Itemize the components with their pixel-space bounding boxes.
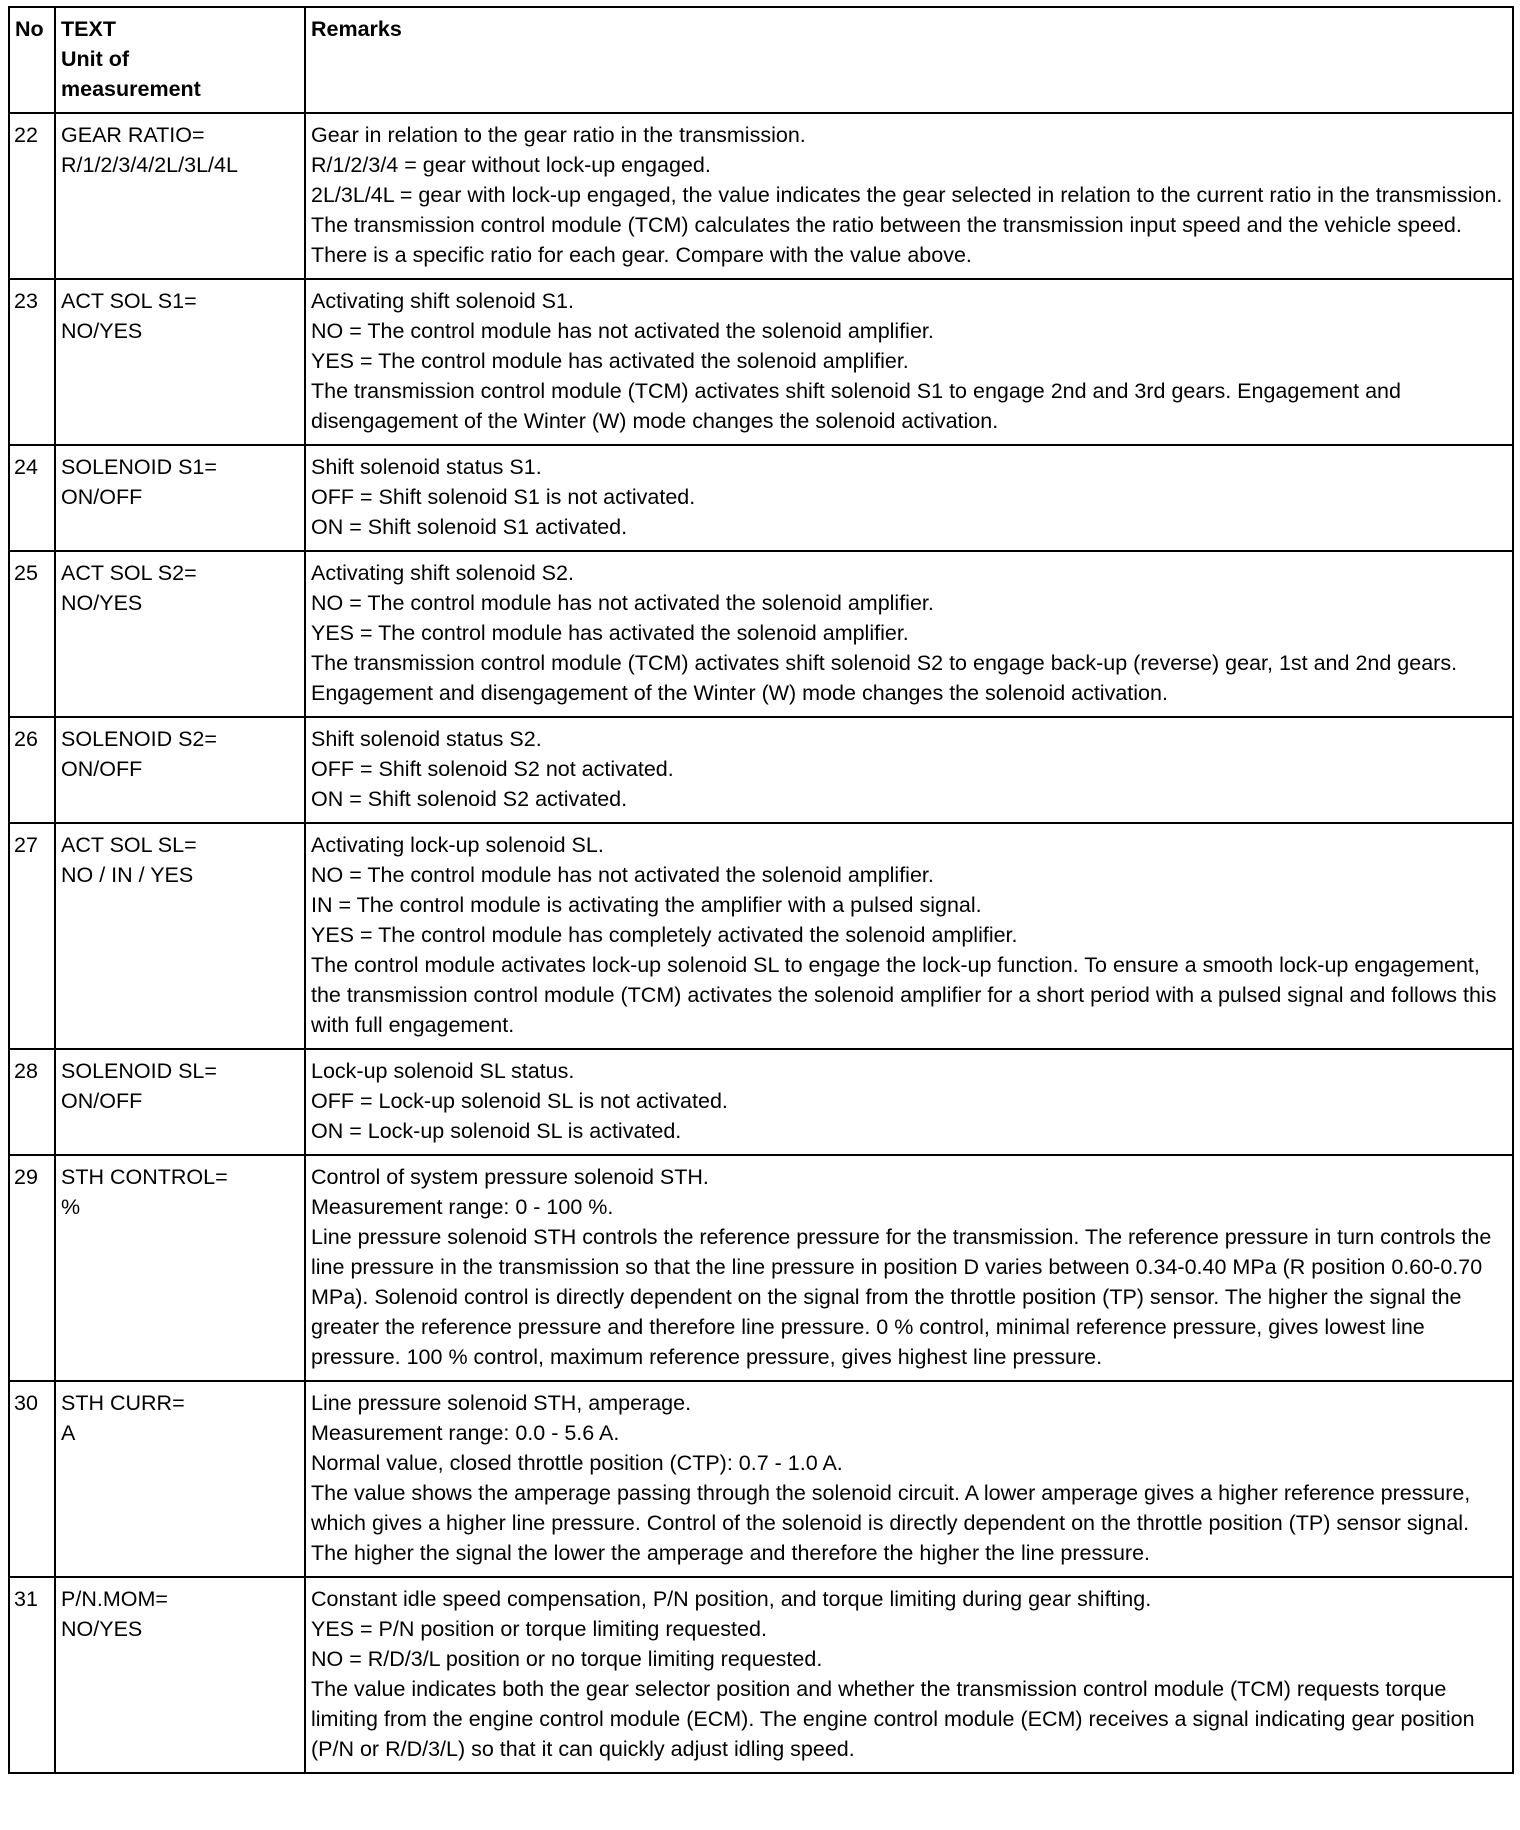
text-unit-line: ACT SOL S1=: [61, 289, 197, 313]
text-unit-line: P/N.MOM=: [61, 1587, 168, 1611]
row-remarks: [305, 1577, 1513, 1773]
text-unit-line: SOLENOID SL=: [61, 1059, 217, 1083]
remark-line: R/1/2/3/4 = gear without lock-up engaged.: [311, 153, 711, 177]
remark-line: Measurement range: 0 - 100 %.: [311, 1195, 614, 1219]
row-number: 24: [9, 445, 55, 551]
parameter-table: [8, 6, 1514, 1774]
remark-line: Line pressure solenoid STH controls the reference pressure for the transmission. The reference pressure in turn controls the line pressure in the transmission so that the line pressure in position D varies between 0.34-0.40 MPa (R position 0.60-0.70 MPa). Solenoid control is directly dependent on the signal from the throttle position (TP) sensor. The higher the signal the greater the reference pressure and therefore line pressure. 0 % control, minimal reference pressure, gives lowest line pressure. 100 % control, maximum reference pressure, gives highest line pressure.: [311, 1225, 1492, 1369]
table-row: [9, 279, 1513, 445]
text-unit-line: NO/YES: [61, 591, 143, 615]
text-unit-line: ON/OFF: [61, 757, 143, 781]
remark-line: YES = The control module has activated the solenoid amplifier.: [311, 621, 909, 645]
remark-line: Gear in relation to the gear ratio in the transmission.: [311, 123, 806, 147]
text-unit-line: GEAR RATIO=: [61, 123, 205, 147]
table-body: [9, 113, 1513, 1773]
row-remarks: [305, 113, 1513, 279]
row-number: 25: [9, 551, 55, 717]
remark-line: The value indicates both the gear selector position and whether the transmission control module (TCM) requests torque limiting from the engine control module (ECM). The engine control module (ECM) receives a signal indicating gear position (P/N or R/D/3/L) so that it can quickly adjust idling speed.: [311, 1677, 1475, 1761]
text-unit-line: SOLENOID S2=: [61, 727, 217, 751]
header-text-line: measurement: [61, 77, 201, 101]
text-unit-line: NO/YES: [61, 1617, 143, 1641]
remark-line: Measurement range: 0.0 - 5.6 A.: [311, 1421, 620, 1445]
row-remarks: [305, 1155, 1513, 1381]
row-number: 23: [9, 279, 55, 445]
text-unit-line: %: [61, 1195, 81, 1219]
table-row: [9, 1577, 1513, 1773]
table-row: [9, 551, 1513, 717]
text-unit-line: ON/OFF: [61, 485, 143, 509]
row-text-unit: [55, 1381, 305, 1577]
remark-line: NO = The control module has not activated the solenoid amplifier.: [311, 319, 934, 343]
header-text: [55, 7, 305, 113]
row-number: 27: [9, 823, 55, 1049]
remark-line: Constant idle speed compensation, P/N position, and torque limiting during gear shifting.: [311, 1587, 1152, 1611]
header-remarks: Remarks: [305, 7, 1513, 113]
table-row: [9, 445, 1513, 551]
row-remarks: [305, 445, 1513, 551]
remark-line: NO = R/D/3/L position or no torque limiting requested.: [311, 1647, 823, 1671]
table-row: [9, 1155, 1513, 1381]
remark-line: Activating lock-up solenoid SL.: [311, 833, 604, 857]
remark-line: The transmission control module (TCM) activates shift solenoid S1 to engage 2nd and 3rd gears. Engagement and disengagement of the Winter (W) mode changes the solenoid activation.: [311, 379, 1401, 433]
text-unit-line: STH CONTROL=: [61, 1165, 228, 1189]
row-text-unit: [55, 1577, 305, 1773]
table-header-row: [9, 7, 1513, 113]
row-remarks: [305, 551, 1513, 717]
row-number: 31: [9, 1577, 55, 1773]
remark-line: 2L/3L/4L = gear with lock-up engaged, the value indicates the gear selected in relation to the current ratio in the transmission.: [311, 183, 1503, 207]
row-number: 26: [9, 717, 55, 823]
row-text-unit: [55, 445, 305, 551]
row-remarks: [305, 823, 1513, 1049]
text-unit-line: SOLENOID S1=: [61, 455, 217, 479]
table-row: [9, 823, 1513, 1049]
remark-line: YES = P/N position or torque limiting requested.: [311, 1617, 767, 1641]
remark-line: The transmission control module (TCM) calculates the ratio between the transmission input speed and the vehicle speed. There is a specific ratio for each gear. Compare with the value above.: [311, 213, 1462, 267]
remark-line: Control of system pressure solenoid STH.: [311, 1165, 709, 1189]
row-remarks: [305, 717, 1513, 823]
row-text-unit: [55, 113, 305, 279]
row-text-unit: [55, 279, 305, 445]
remark-line: Activating shift solenoid S1.: [311, 289, 574, 313]
row-number: 22: [9, 113, 55, 279]
row-remarks: [305, 1049, 1513, 1155]
remark-line: The control module activates lock-up solenoid SL to engage the lock-up function. To ensure a smooth lock-up engagement, the transmission control module (TCM) activates the solenoid amplifier for a short period with a pulsed signal and follows this with full engagement.: [311, 953, 1497, 1037]
remark-line: ON = Lock-up solenoid SL is activated.: [311, 1119, 682, 1143]
remark-line: OFF = Shift solenoid S2 not activated.: [311, 757, 674, 781]
remark-line: NO = The control module has not activated the solenoid amplifier.: [311, 591, 934, 615]
remark-line: ON = Shift solenoid S1 activated.: [311, 515, 628, 539]
remark-line: Lock-up solenoid SL status.: [311, 1059, 575, 1083]
row-number: 30: [9, 1381, 55, 1577]
remark-line: NO = The control module has not activated the solenoid amplifier.: [311, 863, 934, 887]
text-unit-line: ACT SOL S2=: [61, 561, 197, 585]
text-unit-line: A: [61, 1421, 76, 1445]
row-text-unit: [55, 717, 305, 823]
remark-line: OFF = Shift solenoid S1 is not activated.: [311, 485, 696, 509]
row-number: 28: [9, 1049, 55, 1155]
text-unit-line: NO/YES: [61, 319, 143, 343]
remark-line: The transmission control module (TCM) activates shift solenoid S2 to engage back-up (reverse) gear, 1st and 2nd gears. Engagement and disengagement of the Winter (W) mode changes the solenoid activation.: [311, 651, 1458, 705]
remark-line: Shift solenoid status S1.: [311, 455, 542, 479]
remark-line: Shift solenoid status S2.: [311, 727, 542, 751]
text-unit-line: STH CURR=: [61, 1391, 185, 1415]
header-text-line: TEXT: [61, 17, 116, 41]
remark-line: Line pressure solenoid STH, amperage.: [311, 1391, 692, 1415]
text-unit-line: R/1/2/3/4/2L/3L/4L: [61, 153, 238, 177]
row-remarks: [305, 1381, 1513, 1577]
row-text-unit: [55, 551, 305, 717]
table-row: [9, 113, 1513, 279]
row-remarks: [305, 279, 1513, 445]
remark-line: IN = The control module is activating the amplifier with a pulsed signal.: [311, 893, 982, 917]
remark-line: YES = The control module has activated the solenoid amplifier.: [311, 349, 909, 373]
remark-line: Activating shift solenoid S2.: [311, 561, 574, 585]
remark-line: OFF = Lock-up solenoid SL is not activated.: [311, 1089, 728, 1113]
text-unit-line: ON/OFF: [61, 1089, 143, 1113]
table-row: [9, 717, 1513, 823]
table-row: [9, 1049, 1513, 1155]
row-text-unit: [55, 823, 305, 1049]
remark-line: The value shows the amperage passing through the solenoid circuit. A lower amperage gives a higher reference pressure, which gives a higher line pressure. Control of the solenoid is directly dependent on the throttle position (TP) sensor signal. The higher the signal the lower the amperage and therefore the higher the line pressure.: [311, 1481, 1471, 1565]
text-unit-line: ACT SOL SL=: [61, 833, 197, 857]
row-text-unit: [55, 1049, 305, 1155]
remark-line: Normal value, closed throttle position (CTP): 0.7 - 1.0 A.: [311, 1451, 843, 1475]
header-no: No: [9, 7, 55, 113]
table-row: [9, 1381, 1513, 1577]
row-text-unit: [55, 1155, 305, 1381]
remark-line: ON = Shift solenoid S2 activated.: [311, 787, 628, 811]
remark-line: YES = The control module has completely activated the solenoid amplifier.: [311, 923, 1018, 947]
row-number: 29: [9, 1155, 55, 1381]
text-unit-line: NO / IN / YES: [61, 863, 194, 887]
header-text-line: Unit of: [61, 47, 130, 71]
